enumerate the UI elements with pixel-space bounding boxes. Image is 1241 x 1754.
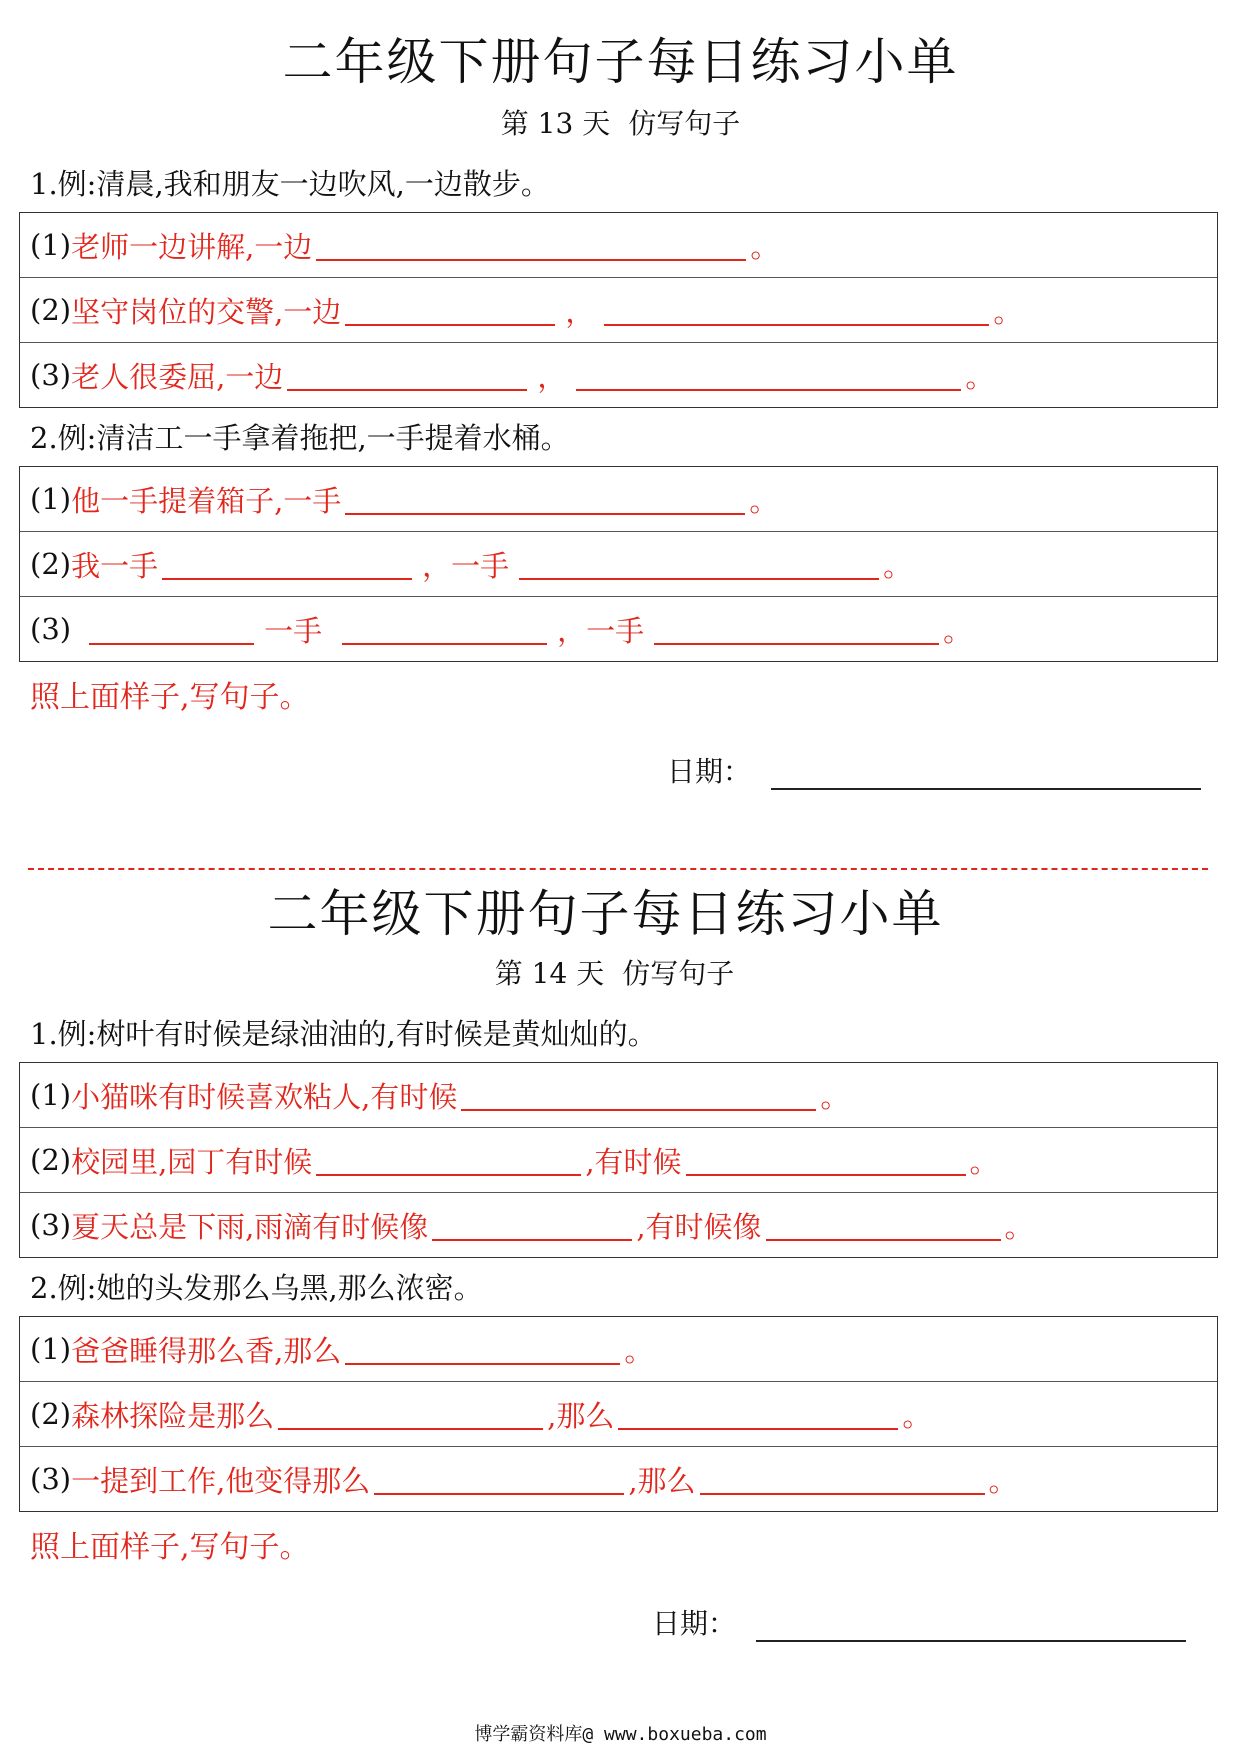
period-mark: 。	[749, 483, 779, 518]
date-label: 日期：	[651, 1607, 736, 1640]
connector-text: ,有时候	[585, 1144, 682, 1179]
connector-text: ,那么	[628, 1463, 696, 1498]
prompt-text: 爸爸睡得那么香,那么	[71, 1333, 342, 1368]
date-blank[interactable]	[756, 1610, 1186, 1642]
row-number: (3)	[30, 612, 72, 646]
answer-blank[interactable]	[618, 1398, 898, 1430]
worksheet-title: 二年级下册句子每日练习小单	[282, 33, 959, 91]
q1-row-2	[20, 277, 1217, 342]
row-number: (2)	[30, 547, 72, 581]
answer-blank[interactable]	[432, 1209, 632, 1241]
prompt-text: 夏天总是下雨,雨滴有时候像	[71, 1209, 429, 1244]
period-mark: 。	[624, 1333, 654, 1368]
prompt-text: 小猫咪有时候喜欢粘人,有时候	[71, 1079, 458, 1114]
period-mark: 。	[820, 1079, 850, 1114]
prompt-text: 校园里,园丁有时候	[71, 1144, 313, 1179]
worksheet-title: 二年级下册句子每日练习小单	[267, 885, 944, 943]
q1-answer-box	[19, 212, 1218, 408]
prompt-text: 一提到工作,他变得那么	[71, 1463, 371, 1498]
prompt-text: 老师一边讲解,一边	[71, 229, 313, 264]
q2-answer-box	[19, 466, 1218, 662]
answer-blank[interactable]	[345, 294, 555, 326]
q2-example: 2.例:她的头发那么乌黑,那么浓密。	[30, 1271, 483, 1305]
q2-example: 2.例:清洁工一手拿着拖把,一手提着水桶。	[30, 421, 570, 455]
answer-blank[interactable]	[461, 1079, 816, 1111]
comma-mark: ，	[565, 294, 595, 329]
worksheet-day-13	[0, 30, 1241, 788]
connector-text: 一手	[264, 613, 323, 648]
prompt-text: 坚守岗位的交警,一边	[71, 294, 342, 329]
row-number: (2)	[30, 1143, 72, 1177]
prompt-text: 我一手	[71, 548, 159, 583]
answer-blank[interactable]	[316, 229, 746, 261]
answer-blank[interactable]	[700, 1463, 985, 1495]
instruction-text: 照上面样子,写句子。	[30, 1530, 310, 1565]
q2-answer-box	[19, 1316, 1218, 1512]
answer-blank[interactable]	[604, 294, 989, 326]
row-number: (3)	[30, 1208, 72, 1242]
worksheet-subtitle	[0, 954, 1241, 994]
q1-row-1	[20, 213, 1217, 277]
row-number: (2)	[30, 1397, 72, 1431]
date-blank[interactable]	[771, 758, 1201, 790]
cut-line-divider	[28, 868, 1208, 870]
row-number: (1)	[30, 1078, 72, 1112]
row-number: (1)	[30, 482, 72, 516]
topic-label: 仿写句子	[622, 957, 735, 990]
answer-blank[interactable]	[345, 1333, 620, 1365]
row-number: (3)	[30, 1462, 72, 1496]
period-mark: 。	[993, 294, 1023, 329]
date-field	[667, 750, 1201, 790]
q1-example: 1.例:树叶有时候是绿油油的,有时候是黄灿灿的。	[30, 1017, 657, 1051]
q2-row-3	[20, 596, 1217, 661]
connector-text: ，一手	[422, 548, 510, 583]
q1-answer-box	[19, 1062, 1218, 1258]
row-number: (3)	[30, 358, 72, 392]
answer-blank[interactable]	[342, 613, 547, 645]
q2-row-1	[20, 467, 1217, 531]
connector-text: ，一手	[557, 613, 645, 648]
date-field	[652, 1602, 1186, 1642]
row-number: (1)	[30, 1332, 72, 1366]
answer-blank[interactable]	[654, 613, 939, 645]
day-label: 第 13 天	[500, 107, 611, 140]
q1-row-1	[20, 1063, 1217, 1127]
answer-blank[interactable]	[89, 613, 254, 645]
q2-row-1	[20, 1317, 1217, 1381]
period-mark: 。	[969, 1144, 999, 1179]
answer-blank[interactable]	[519, 548, 879, 580]
period-mark: 。	[902, 1398, 932, 1433]
period-mark: 。	[883, 548, 913, 583]
answer-blank[interactable]	[766, 1209, 1001, 1241]
footer-watermark: 博学霸资料库@ www.boxueba.com	[474, 1724, 767, 1745]
period-mark: 。	[750, 229, 780, 264]
answer-blank[interactable]	[316, 1144, 581, 1176]
answer-blank[interactable]	[576, 359, 961, 391]
date-label: 日期：	[666, 755, 751, 788]
worksheet-day-14	[0, 882, 1241, 1640]
row-number: (1)	[30, 228, 72, 262]
prompt-text: 他一手提着箱子,一手	[71, 483, 342, 518]
instruction-text: 照上面样子,写句子。	[30, 680, 310, 715]
q1-row-2	[20, 1127, 1217, 1192]
period-mark: 。	[943, 613, 973, 648]
connector-text: ,那么	[547, 1398, 615, 1433]
q1-example: 1.例:清晨,我和朋友一边吹风,一边散步。	[30, 167, 550, 201]
q1-row-3	[20, 1192, 1217, 1257]
answer-blank[interactable]	[287, 359, 527, 391]
period-mark: 。	[988, 1463, 1018, 1498]
prompt-text: 老人很委屈,一边	[71, 359, 284, 394]
period-mark: 。	[1004, 1209, 1034, 1244]
answer-blank[interactable]	[345, 483, 745, 515]
period-mark: 。	[965, 359, 995, 394]
row-number: (2)	[30, 293, 72, 327]
worksheet-subtitle	[0, 104, 1241, 144]
answer-blank[interactable]	[686, 1144, 966, 1176]
q2-row-3	[20, 1446, 1217, 1511]
topic-label: 仿写句子	[628, 107, 741, 140]
day-label: 第 14 天	[494, 957, 605, 990]
comma-mark: ，	[537, 359, 567, 394]
connector-text: ,有时候像	[636, 1209, 762, 1244]
answer-blank[interactable]	[374, 1463, 624, 1495]
prompt-text: 森林探险是那么	[71, 1398, 275, 1433]
q1-row-3	[20, 342, 1217, 407]
answer-blank[interactable]	[162, 548, 412, 580]
q2-row-2	[20, 1381, 1217, 1446]
q2-row-2	[20, 531, 1217, 596]
answer-blank[interactable]	[278, 1398, 543, 1430]
